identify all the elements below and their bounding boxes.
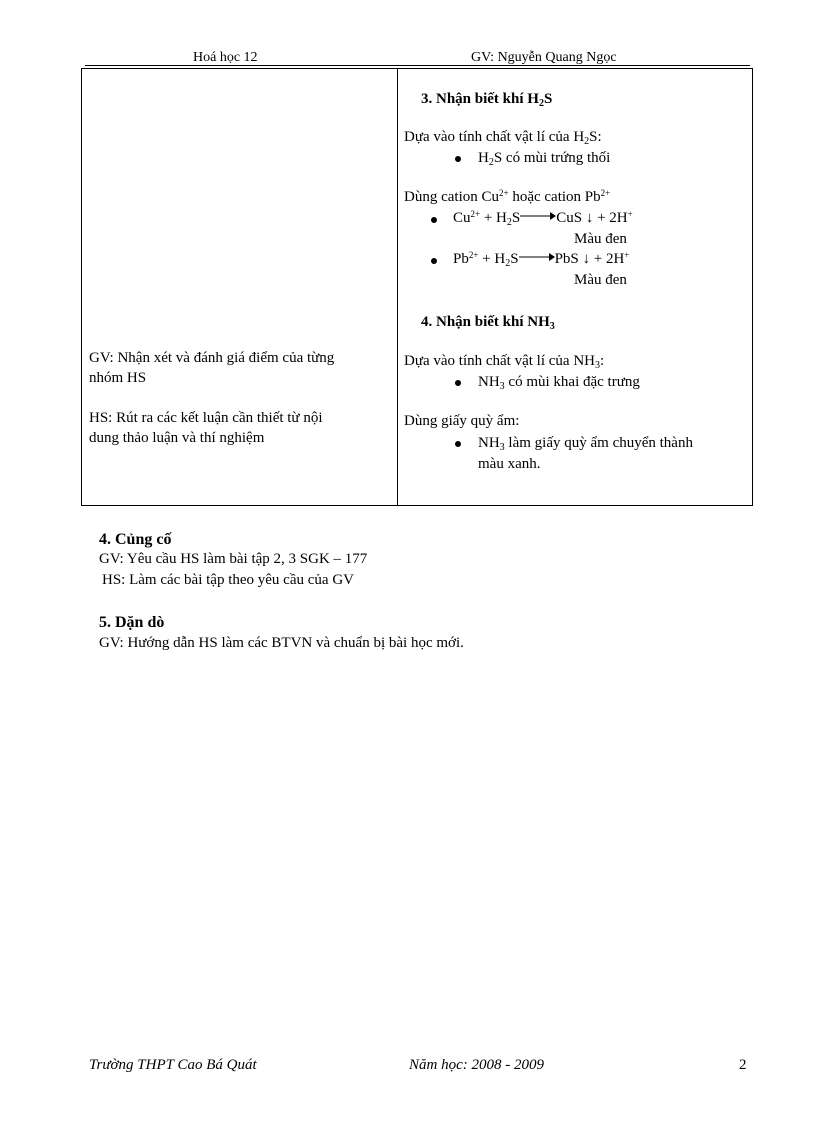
bullet-icon [455,441,461,447]
h2s-cus-color: Màu đen [574,231,627,247]
h2s-smell: $H_2S$ có mùi trứng thối [478,150,611,168]
h2s-reaction-pb: $Pb^{2+} + H_2S$ PbS ↓ + 2H+ [453,250,630,269]
left-hs-line2: dung thảo luận và thí nghiệm [89,430,265,446]
bullet-icon [455,380,461,386]
nh3-smell: $NH_3$ có mùi khai đặc trưng [478,374,640,392]
header-teacher: GV: Nguyễn Quang Ngọc [471,50,617,65]
section-5-line1: GV: Hướng dẫn HS làm các BTVN và chuẩn bị bài học mới. [99,635,464,651]
section-4-line2: HS: Làm các bài tập theo yêu cầu của GV [102,572,354,588]
nh3-paper-result-line2: màu xanh. [478,456,541,472]
nh3-paper-result: $NH_3$ làm giấy quỳ ẩm chuyển thành [478,435,693,453]
bullet-icon [431,217,437,223]
nh3-heading: 4. Nhận biết khí $NH_3$ [421,314,555,332]
nh3-physical-property: Dựa vào tính chất vật lí của $NH_3$: [404,353,605,371]
left-gv-line2: nhóm HS [89,370,147,386]
reaction-arrow-icon [519,252,555,262]
page-number: 2 [739,1057,747,1073]
header-subject: Hoá học 12 [193,50,258,65]
h2s-cation-text: Dùng cation $Cu^{2+}$ hoặc cation $Pb^{2+}$ [404,188,611,205]
footer-school-year: Năm học: 2008 - 2009 [409,1057,544,1073]
h2s-reaction-cu: $Cu^{2+} + H_2S$ CuS ↓ + 2H+ [453,209,633,228]
left-hs-line1: HS: Rút ra các kết luận cần thiết từ nội [89,410,323,426]
reaction-arrow-icon [520,211,556,221]
section-4-title: 4. Củng cố [99,531,172,548]
footer-school: Trường THPT Cao Bá Quát [89,1057,257,1073]
header-rule [85,65,750,66]
h2s-physical-property: Dựa vào tính chất vật lí của $H_2S$: [404,129,602,147]
nh3-paper-text: Dùng giấy quỳ ẩm: [404,413,520,429]
h2s-pbs-color: Màu đen [574,272,627,288]
section-4-line1: GV: Yêu cầu HS làm bài tập 2, 3 SGK – 177 [99,551,368,567]
table-column-divider [397,68,398,506]
bullet-icon [455,156,461,162]
section-5-title: 5. Dặn dò [99,614,165,631]
h2s-heading: 3. Nhận biết khí $H_2S$ [421,91,553,109]
bullet-icon [431,258,437,264]
left-gv-line1: GV: Nhận xét và đánh giá điểm của từng [89,350,335,366]
